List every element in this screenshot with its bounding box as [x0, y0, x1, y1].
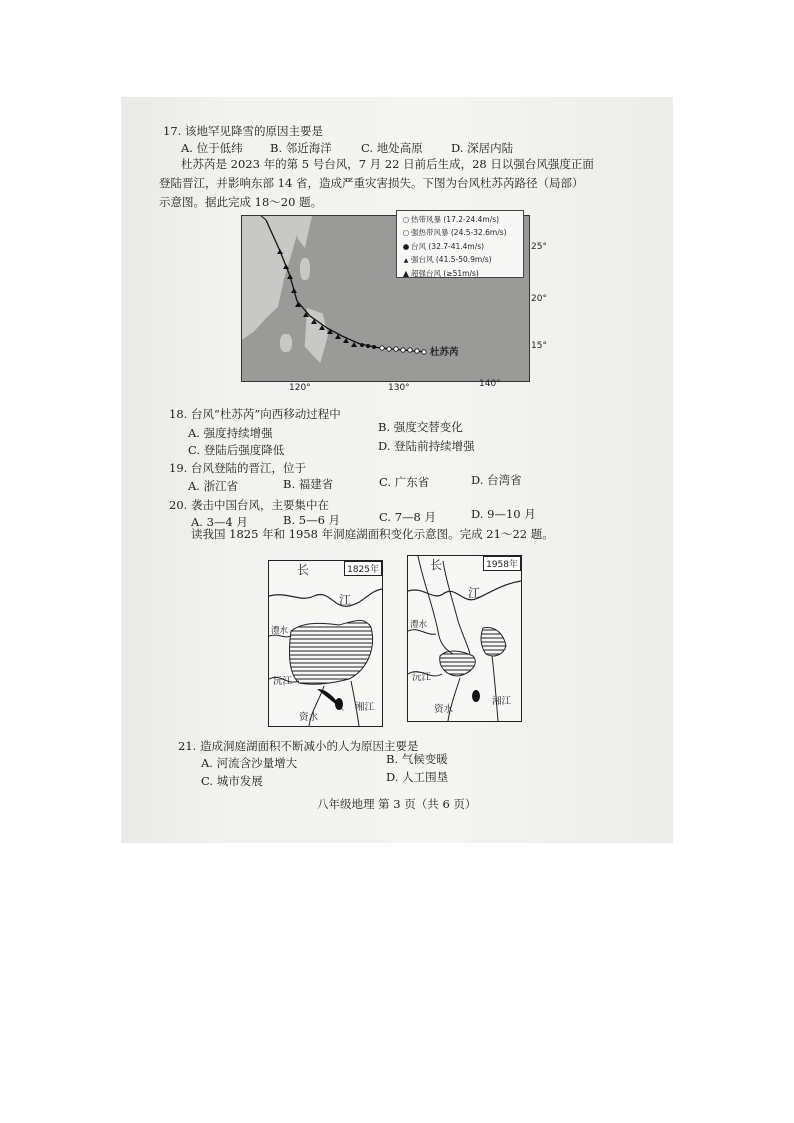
- exam-page: [121, 97, 673, 843]
- q17-stem: 17. 该地罕见降雪的原因主要是: [163, 124, 323, 138]
- q19-option-d: D. 台湾省: [471, 473, 522, 487]
- legend-item: [401, 267, 519, 280]
- q18-option-a: A. 强度持续增强: [188, 426, 273, 440]
- label-yuanjiang: 沅江: [412, 672, 432, 683]
- label-lishui: 澧水: [271, 626, 289, 636]
- q19-option-a: A. 浙江省: [188, 479, 239, 493]
- lat-label-25: 25°: [531, 242, 547, 252]
- label-yuanjiang: 沅江: [273, 676, 293, 687]
- dongting-lake-map-1825: [268, 560, 383, 727]
- typhoon-name-label: 杜苏芮: [430, 347, 459, 358]
- intro1-line2: 登陆晋江，并影响东部 14 省，造成严重灾害损失。下图为台风杜苏芮路径（局部）: [159, 176, 584, 190]
- label-xiangjiang: 湘江: [492, 696, 512, 707]
- q20-option-b: B. 5—6 月: [283, 513, 341, 527]
- map-year-label: 1825年: [344, 561, 382, 576]
- label-chang: 长: [430, 558, 443, 572]
- legend-label: 台风 (32.7-41.4m/s): [411, 241, 485, 251]
- q18-option-c: C. 登陆后强度降低: [188, 443, 285, 457]
- label-chang: 长: [297, 563, 310, 577]
- label-jiang: 江: [468, 586, 481, 600]
- q20-option-d: D. 9—10 月: [471, 507, 536, 521]
- legend-label: 强台风 (41.5-50.9m/s): [411, 254, 492, 264]
- legend-symbol-icon: ○: [402, 215, 410, 224]
- legend-symbol-icon: ▲: [403, 256, 409, 264]
- q19-option-b: B. 福建省: [283, 477, 334, 491]
- q20-stem: 20. 袭击中国台风，主要集中在: [169, 498, 329, 512]
- legend-label: 热带风暴 (17.2-24.4m/s): [411, 215, 500, 224]
- q20-option-c: C. 7—8 月: [379, 510, 436, 524]
- q18-stem: 18. 台风“杜苏芮”向西移动过程中: [169, 407, 341, 421]
- intro1-line1: 杜苏芮是 2023 年的第 5 号台风，7 月 22 日前后生成，28 日以强台风强度正面: [181, 157, 594, 171]
- lat-label-15: 15°: [531, 341, 547, 351]
- legend-item: [401, 240, 519, 253]
- legend-label: 强热带风暴 (24.5-32.6m/s): [411, 228, 507, 238]
- legend-symbol-icon: ▲: [402, 269, 410, 279]
- intro1-line3: 示意图。据此完成 18～20 题。: [159, 195, 323, 209]
- legend-item: [401, 226, 519, 239]
- q21-stem: 21. 造成洞庭湖面积不断减小的人为原因主要是: [178, 739, 419, 753]
- q21-option-a: A. 河流含沙量增大: [201, 756, 298, 770]
- legend-symbol-icon: ○: [402, 228, 410, 238]
- label-zishui: 资水: [434, 704, 454, 715]
- q17-option-c: C. 地处高原: [361, 141, 423, 155]
- legend-symbol-icon: ●: [402, 241, 410, 251]
- q17-option-b: B. 邻近海洋: [270, 141, 332, 155]
- lat-label-20: 20°: [531, 294, 547, 304]
- q20-option-a: A. 3—4 月: [191, 515, 248, 529]
- q21-option-b: B. 气候变暖: [386, 752, 448, 766]
- q17-option-a: A. 位于低纬: [181, 141, 243, 155]
- q19-stem: 19. 台风登陆的晋江，位于: [169, 461, 306, 475]
- dongting-lake-map-1958: [407, 555, 522, 722]
- intro2-text: 读我国 1825 年和 1958 年洞庭湖面积变化示意图。完成 21～22 题。: [191, 527, 554, 541]
- q21-option-d: D. 人工围垦: [386, 770, 449, 784]
- q17-option-d: D. 深居内陆: [451, 141, 514, 155]
- q21-option-c: C. 城市发展: [201, 774, 263, 788]
- typhoon-legend: [396, 210, 524, 278]
- lon-label-140: 140°: [479, 379, 501, 389]
- page-footer: 八年级地理 第 3 页（共 6 页）: [317, 797, 477, 811]
- label-zishui: 资水: [299, 712, 319, 723]
- label-xiangjiang: 湘江: [355, 702, 375, 713]
- lon-label-120: 120°: [289, 383, 311, 393]
- q19-option-c: C. 广东省: [379, 475, 430, 489]
- map-year-label: 1958年: [483, 556, 521, 571]
- label-jiang: 江: [339, 593, 352, 607]
- q18-option-d: D. 登陆前持续增强: [378, 439, 475, 453]
- legend-item: [401, 253, 519, 267]
- label-lishui: 澧水: [410, 620, 428, 630]
- q18-option-b: B. 强度交替变化: [378, 420, 463, 434]
- legend-item: [401, 213, 519, 226]
- legend-label: 超强台风 (≥51m/s): [411, 269, 479, 279]
- lon-label-130: 130°: [388, 383, 410, 393]
